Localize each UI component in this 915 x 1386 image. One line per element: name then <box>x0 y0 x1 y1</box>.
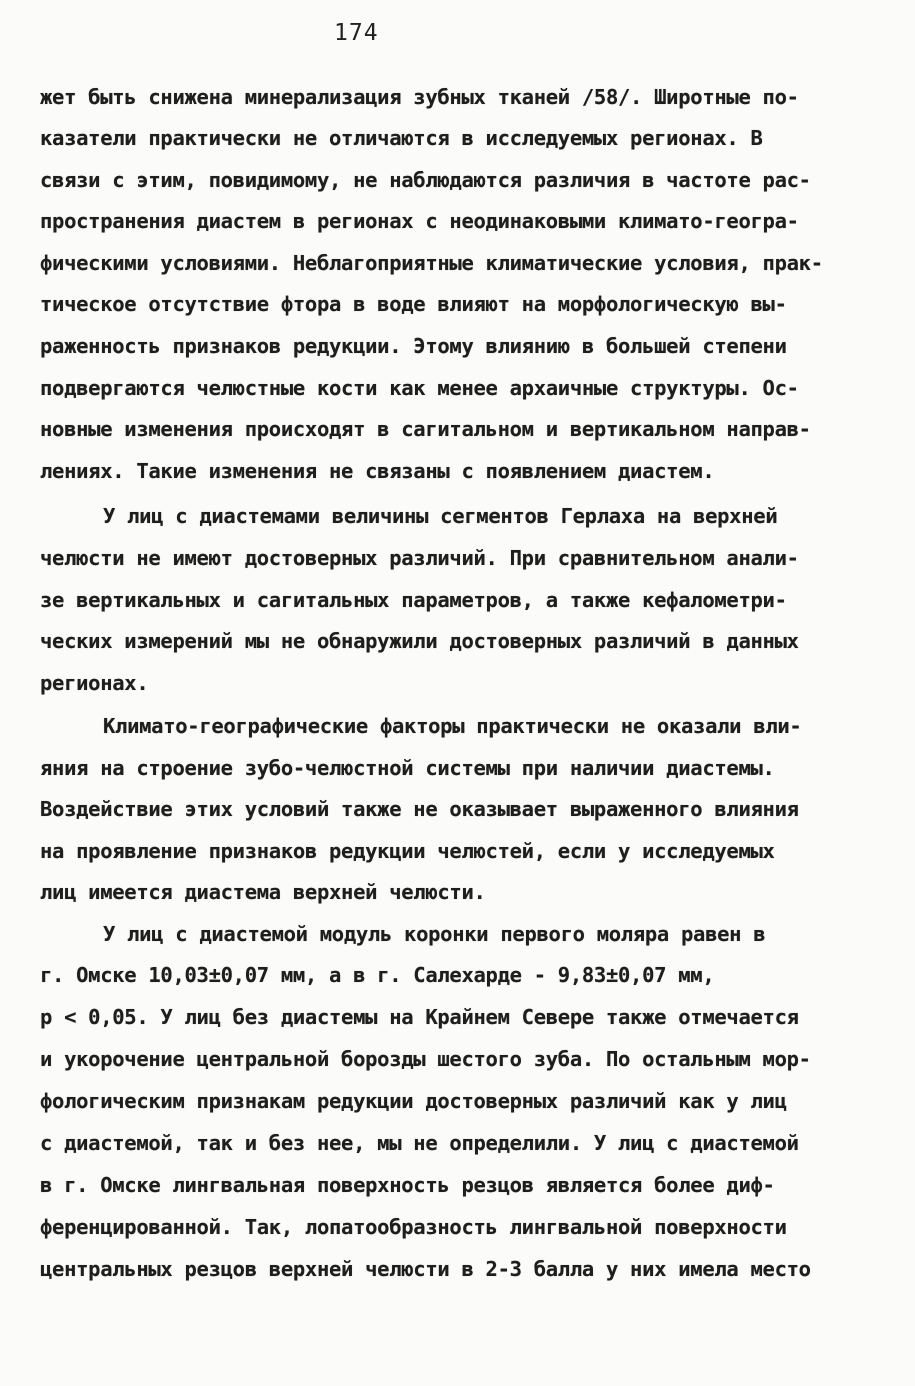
text-line-12: челюсти не имеют достоверных различий. При сравнительном анали- <box>40 546 799 570</box>
text-line-25: фологическим признакам редукции достоверных различий как у лиц <box>40 1089 787 1113</box>
text-line-24: и укорочение центральной борозды шестого зуба. По остальным мор- <box>40 1047 811 1071</box>
text-line-21: У лиц с диастемой модуль коронки первого моляра равен в <box>103 922 766 946</box>
text-line-29: центральных резцов верхней челюсти в 2-3 балла у них имела место <box>40 1257 811 1281</box>
text-line-5: фическими условиями. Неблагоприятные климатические условия, прак- <box>40 251 823 275</box>
text-line-26: с диастемой, так и без нее, мы не определили. У лиц с диастемой <box>40 1131 799 1155</box>
text-line-4: пространения диастем в регионах с неодинаковыми климато-геогра- <box>40 209 799 233</box>
text-line-28: ференцированной. Так, лопатообразность лингвальной поверхности <box>40 1215 787 1239</box>
text-line-18: Воздействие этих условий также не оказывает выраженного влияния <box>40 797 799 821</box>
text-line-19: на проявление признаков редукции челюстей, если у исследуемых <box>40 839 775 863</box>
page-number: 174 <box>334 20 379 46</box>
text-line-1: жет быть снижена минерализация зубных тканей /58/. Широтные по- <box>40 85 799 109</box>
text-line-13: зе вертикальных и сагитальных параметров, а также кефалометри- <box>40 588 787 612</box>
text-line-9: новные изменения происходят в сагитальном и вертикальном направ- <box>40 417 811 441</box>
text-line-7: раженность признаков редукции. Этому влиянию в большей степени <box>40 334 787 358</box>
text-line-6: тическое отсутствие фтора в воде влияют на морфологическую вы- <box>40 292 787 316</box>
text-line-14: ческих измерений мы не обнаружили достоверных различий в данных <box>40 629 799 653</box>
text-line-16: Климато-географические факторы практически не оказали вли- <box>103 714 802 738</box>
text-line-3: связи с этим, повидимому, не наблюдаются различия в частоте рас- <box>40 168 811 192</box>
text-line-15: регионах. <box>40 671 149 695</box>
text-line-8: подвергаются челюстные кости как менее архаичные структуры. Ос- <box>40 376 799 400</box>
text-line-11: У лиц с диастемами величины сегментов Герлаха на верхней <box>103 504 778 528</box>
text-line-2: казатели практически не отличаются в исследуемых регионах. В <box>40 126 763 150</box>
text-line-20: лиц имеется диастема верхней челюсти. <box>40 880 486 904</box>
text-line-27: в г. Омске лингвальная поверхность резцов является более диф- <box>40 1173 775 1197</box>
text-line-10: лениях. Такие изменения не связаны с появлением диастем. <box>40 459 715 483</box>
text-line-17: яния на строение зубо-челюстной системы при наличии диастемы. <box>40 756 775 780</box>
text-line-22: г. Омске 10,03±0,07 мм, а в г. Салехарде - 9,83±0,07 мм, <box>40 963 715 987</box>
text-line-23: р < 0,05. У лиц без диастемы на Крайнем Севере также отмечается <box>40 1005 799 1029</box>
